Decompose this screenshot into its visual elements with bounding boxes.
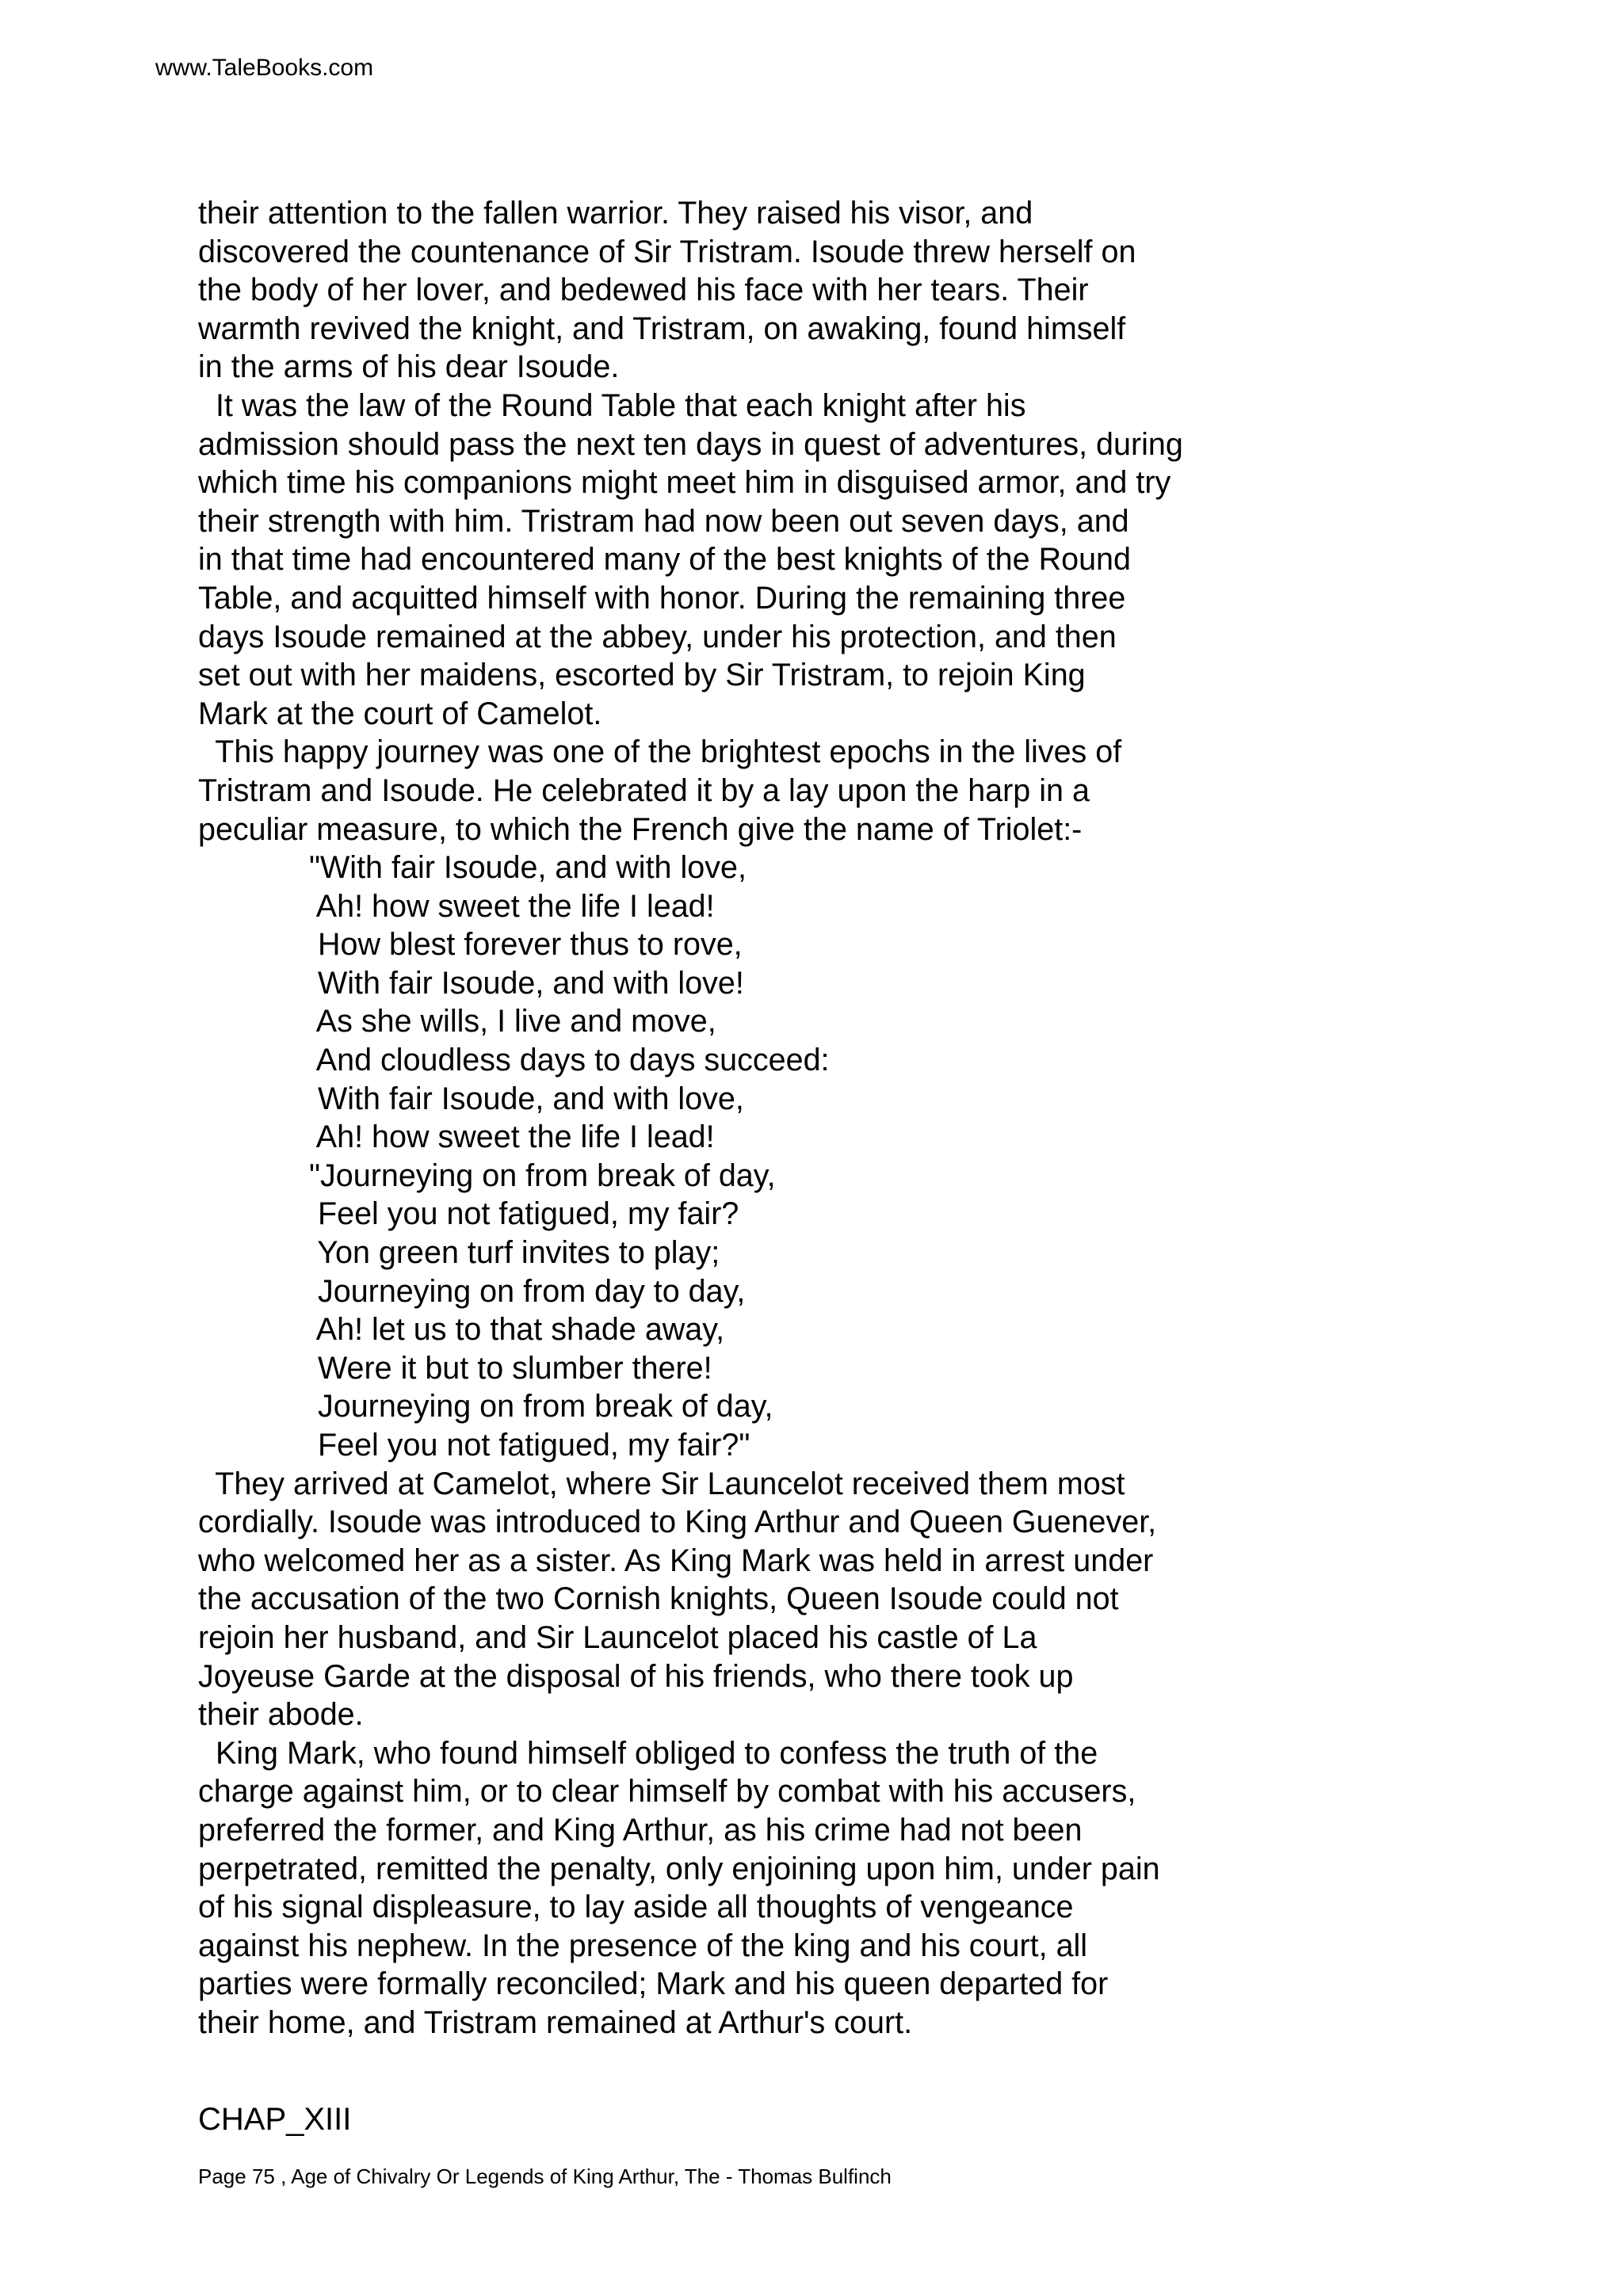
paragraph (198, 194, 1545, 387)
text-line: their strength with him. Tristram had now been out seven days, and (198, 503, 1129, 539)
paragraph (198, 1734, 1545, 2042)
text-line: admission should pass the next ten days in quest of adventures, during (198, 426, 1183, 462)
text-line: Table, and acquitted himself with honor. During the remaining three (198, 580, 1126, 616)
text-line: warmth revived the knight, and Tristram, on awaking, found himself (198, 311, 1126, 346)
verse-line: Ah! how sweet the life I lead! (309, 888, 715, 924)
text-line: This happy journey was one of the brightest epochs in the lives of (198, 734, 1122, 770)
text-line: against his nephew. In the presence of the king and his court, all (198, 1928, 1088, 1963)
verse-line: And cloudless days to days succeed: (309, 1043, 830, 1078)
text-line: which time his companions might meet him in disguised armor, and try (198, 465, 1171, 501)
verse-line: Journeying on from break of day, (309, 1389, 773, 1425)
text-line: who welcomed her as a sister. As King Mark was held in arrest under (198, 1543, 1154, 1578)
triolet-stanza (198, 849, 1545, 1157)
verse-line: How blest forever thus to rove, (309, 927, 743, 963)
verse-line: Ah! how sweet the life I lead! (309, 1119, 715, 1155)
verse-line: Feel you not fatigued, my fair? (309, 1196, 739, 1232)
verse-line: "With fair Isoude, and with love, (309, 850, 747, 886)
text-line: peculiar measure, to which the French give the name of Triolet:- (198, 811, 1083, 847)
text-line: in that time had encountered many of the best knights of the Round (198, 542, 1131, 578)
verse-line: "Journeying on from break of day, (309, 1158, 776, 1193)
text-line: set out with her maidens, escorted by Sir Tristram, to rejoin King (198, 658, 1086, 693)
verse-line: Were it but to slumber there! (309, 1350, 712, 1386)
text-line: of his signal displeasure, to lay aside all thoughts of vengeance (198, 1890, 1074, 1925)
page-body (198, 194, 1545, 2042)
text-line: Joyeuse Garde at the disposal of his friends, who there took up (198, 1658, 1074, 1694)
text-line: perpetrated, remitted the penalty, only enjoining upon him, under pain (198, 1851, 1160, 1886)
text-line: It was the law of the Round Table that each knight after his (198, 387, 1026, 423)
page-footer: Page 75 , Age of Chivalry Or Legends of King Arthur, The - Thomas Bulfinch (198, 2164, 892, 2188)
text-line: their attention to the fallen warrior. They raised his visor, and (198, 196, 1033, 231)
text-line: their abode. (198, 1697, 364, 1733)
verse-line: Feel you not fatigued, my fair?" (309, 1428, 750, 1463)
text-line: discovered the countenance of Sir Tristram. Isoude threw herself on (198, 234, 1136, 269)
text-line: cordially. Isoude was introduced to King Arthur and Queen Guenever, (198, 1505, 1157, 1540)
verse-line: As she wills, I live and move, (309, 1004, 716, 1039)
verse-line: Yon green turf invites to play; (309, 1235, 720, 1271)
text-line: days Isoude remained at the abbey, under his protection, and then (198, 619, 1117, 654)
site-url-header: www.TaleBooks.com (155, 55, 374, 81)
text-line: King Mark, who found himself obliged to confess the truth of the (198, 1735, 1098, 1771)
text-line: rejoin her husband, and Sir Launcelot placed his castle of La (198, 1619, 1037, 1655)
text-line: preferred the former, and King Arthur, as his crime had not been (198, 1812, 1083, 1848)
text-line: charge against him, or to clear himself by combat with his accusers, (198, 1774, 1136, 1810)
text-line: in the arms of his dear Isoude. (198, 349, 620, 385)
text-line: parties were formally reconciled; Mark and his queen departed for (198, 1966, 1109, 2002)
verse-line: With fair Isoude, and with love! (309, 965, 744, 1001)
text-line: their home, and Tristram remained at Arthur's court. (198, 2004, 913, 2040)
text-line: the accusation of the two Cornish knights, Queen Isoude could not (198, 1581, 1119, 1617)
text-line: They arrived at Camelot, where Sir Launcelot received them most (198, 1466, 1125, 1501)
paragraph (198, 387, 1545, 733)
text-line: Tristram and Isoude. He celebrated it by a lay upon the harp in a (198, 772, 1090, 808)
verse-line: Journeying on from day to day, (309, 1273, 746, 1309)
verse-line: With fair Isoude, and with love, (309, 1081, 744, 1116)
chapter-heading: CHAP_XIII (198, 2102, 352, 2137)
triolet-stanza (198, 1157, 1545, 1465)
text-line: the body of her lover, and bedewed his face with her tears. Their (198, 273, 1089, 308)
verse-line: Ah! let us to that shade away, (309, 1312, 725, 1348)
paragraph (198, 1465, 1545, 1734)
paragraph (198, 733, 1545, 849)
text-line: Mark at the court of Camelot. (198, 696, 602, 731)
